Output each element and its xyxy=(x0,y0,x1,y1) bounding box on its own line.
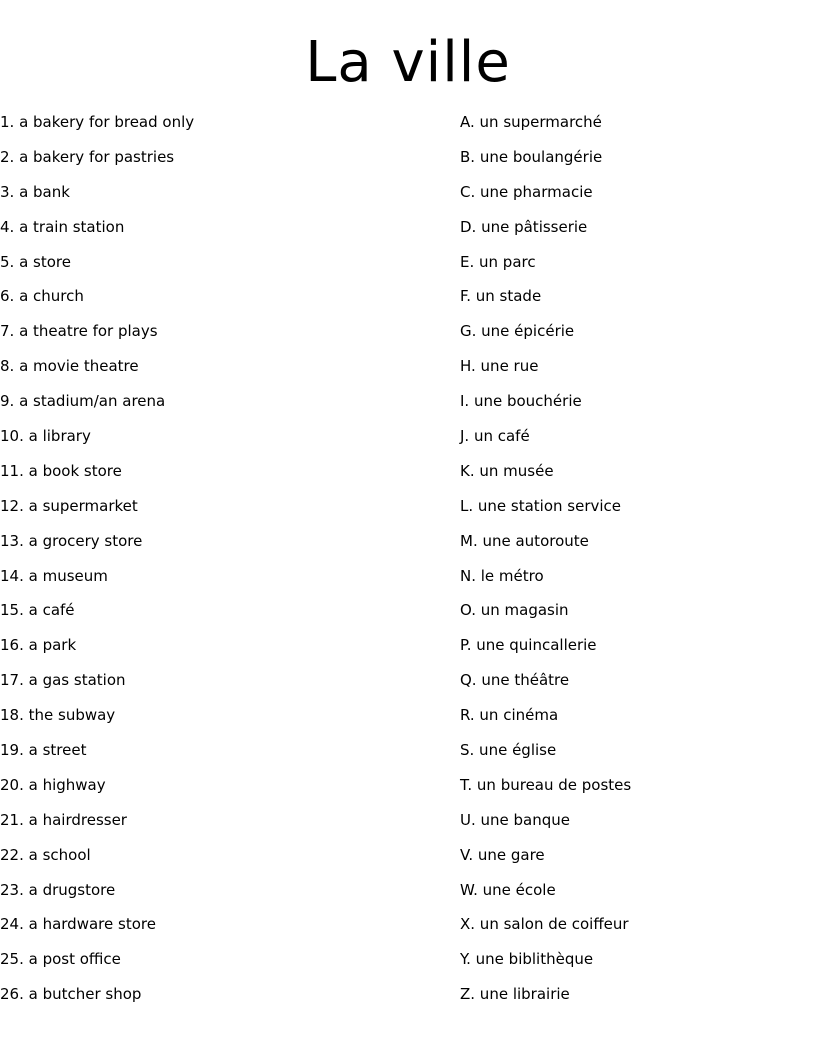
page-title: La ville xyxy=(305,30,511,95)
english-item: 6. a church xyxy=(0,287,84,306)
french-item: G. une épicérie xyxy=(460,322,575,341)
french-item: J. un café xyxy=(460,427,530,446)
french-item: C. une pharmacie xyxy=(460,182,593,201)
french-item: I. une bouchérie xyxy=(460,392,582,411)
english-item: 4. a train station xyxy=(0,217,125,236)
french-item: B. une boulangérie xyxy=(460,147,603,166)
english-item: 13. a grocery store xyxy=(0,531,143,550)
english-item: 19. a street xyxy=(0,741,87,760)
english-item: 26. a butcher shop xyxy=(0,985,142,1004)
french-item: F. un stade xyxy=(460,287,542,306)
french-item: X. un salon de coiffeur xyxy=(460,915,629,934)
english-item: 20. a highway xyxy=(0,775,106,794)
english-item: 12. a supermarket xyxy=(0,496,138,515)
french-item: D. une pâtisserie xyxy=(460,217,588,236)
english-item: 11. a book store xyxy=(0,461,122,480)
english-item: 5. a store xyxy=(0,252,71,271)
french-item: Q. une théâtre xyxy=(460,671,570,690)
english-item: 24. a hardware store xyxy=(0,915,156,934)
french-item: R. un cinéma xyxy=(460,706,559,725)
french-item: P. une quincallerie xyxy=(460,636,597,655)
french-item: O. un magasin xyxy=(460,601,569,620)
english-item: 15. a café xyxy=(0,601,75,620)
french-item: Z. une librairie xyxy=(460,985,570,1004)
english-item: 8. a movie theatre xyxy=(0,357,139,376)
english-item: 22. a school xyxy=(0,845,91,864)
french-item: T. un bureau de postes xyxy=(460,775,632,794)
french-item: M. une autoroute xyxy=(460,531,589,550)
french-item: S. une église xyxy=(460,741,557,760)
french-item: K. un musée xyxy=(460,461,554,480)
english-item: 25. a post office xyxy=(0,950,121,969)
french-item: V. une gare xyxy=(460,845,545,864)
english-item: 10. a library xyxy=(0,427,91,446)
french-item: E. un parc xyxy=(460,252,536,271)
french-item: U. une banque xyxy=(460,810,571,829)
english-item: 17. a gas station xyxy=(0,671,126,690)
english-item: 9. a stadium/an arena xyxy=(0,392,166,411)
french-item: L. une station service xyxy=(460,496,622,515)
french-item: H. une rue xyxy=(460,357,539,376)
english-item: 18. the subway xyxy=(0,706,116,725)
english-terms-list xyxy=(0,110,440,1017)
french-item: N. le métro xyxy=(460,566,544,585)
french-item: A. un supermarché xyxy=(460,113,602,131)
english-item: 1. a bakery for bread only xyxy=(0,113,195,131)
english-item: 14. a museum xyxy=(0,566,108,585)
english-item: 2. a bakery for pastries xyxy=(0,147,175,166)
french-item: W. une école xyxy=(460,880,556,899)
english-item: 7. a theatre for plays xyxy=(0,322,158,341)
english-item: 3. a bank xyxy=(0,182,70,201)
english-item: 21. a hairdresser xyxy=(0,810,127,829)
english-item: 23. a drugstore xyxy=(0,880,116,899)
english-item: 16. a park xyxy=(0,636,77,655)
french-terms-list xyxy=(460,110,816,1017)
french-item: Y. une biblithèque xyxy=(460,950,594,969)
